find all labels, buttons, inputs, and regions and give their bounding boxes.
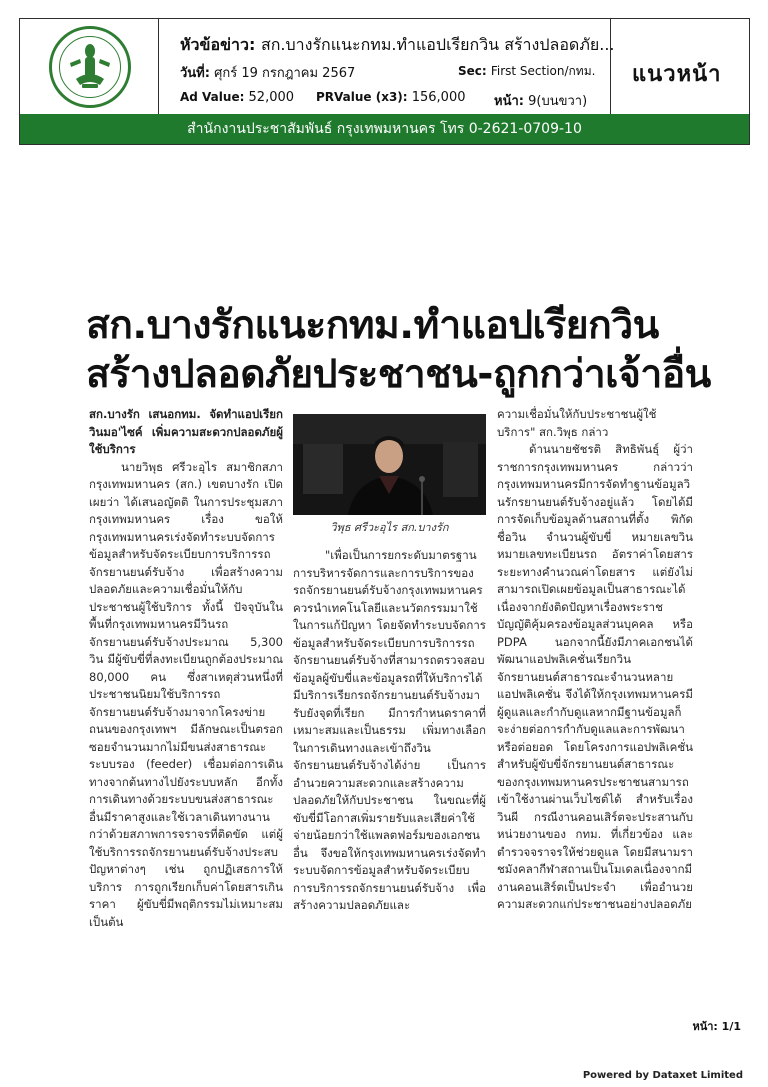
article-photo: [293, 414, 486, 515]
newspaper-name: แนวหน้า: [632, 62, 722, 87]
ad-value-label: Ad Value:: [180, 90, 245, 104]
date-row: [180, 62, 355, 83]
article-col2-body: "เพื่อเป็นการยกระดับมาตรฐานการบริหารจัดการและการบริการของรถจักรยานยนต์รับจ้างกรุงเทพมหานครควรนำเทคโนโลยีและนวัตกรรมมาใช้ในการแก้ปัญหา โดยจัดทำระบบจัดการข้อมูลสำหรับจัดระเบียบการบริการรถจักรยานยนต์รับจ้างที่สามารถตรวจสอบข้อมูลผู้ขับขี่และข้อมูลรถที่ให้บริการได้ มีบริการเรียกรถจักรยานยนต์รับจ้างมารับยังจุดที่เรียก มีการกำหนดราคาที่เหมาะสมและเป็นธรรม เพิ่มทางเลือกในการเดินทางและเข้าถึงวินจักรยานยนต์รับจ้างได้ง่าย เป็นการอำนวยความสะดวกและสร้างความปลอดภัยให้กับประชาชน ในขณะที่ผู้ขับขี่มีโอกาสเพิ่มรายรับและเสียค่าใช้จ่ายน้อยกว่าใช้แพลตฟอร์มของเอกชนอื่น จึงขอให้กรุงเทพมหานครเร่งจัดทำระบบจัดการข้อมูลสำหรับจัดระเบียบการบริการรถจักรยานยนต์รับจ้าง เพื่อสร้างความปลอดภัยและ: [293, 548, 486, 912]
clipping-meta: [158, 19, 628, 115]
pr-value: 156,000: [411, 90, 466, 105]
article-column-1: [89, 406, 283, 931]
sec-row: [458, 62, 595, 81]
sec-label: Sec:: [458, 64, 487, 78]
article-col3-top: ความเชื่อมั่นให้กับประชาชนผู้ใช้บริการ" สก.วิพุธ กล่าว: [497, 407, 657, 439]
article-col3-body: ด้านนายชัชรติ สิทธิพันธุ์ ผู้ว่าราชการกรุงเทพมหานคร กล่าวว่า กรุงเทพมหานครมีการจัดทำฐานข้อมูลวินรักรยานยนต์รับจ้างอยู่แล้ว โดยได้มีการจัดเก็บข้อมูลด้านสถานที่ตั้ง พิกัด ชื่อวิน จำนวนผู้ขับขี่ หมายเลขวิน หมายเลขทะเบียนรถ อัตราค่าโดยสาร ระยะทางคำนวณค่าโดยสาร แต่ยังไม่สามารถเปิดเผยข้อมูลเป็นสาธารณะได้ เนื่องจากยังติดปัญหาเรื่องพระราชบัญญัติคุ้มครองข้อมูลส่วนบุคคล หรือ PDPA นอกจากนี้ยังมีภาคเอกชนได้พัฒนาแอปพลิเคชั่นเรียกวินจักรยานยนต์สาธารณะจำนวนหลายแอปพลิเคชั่น จึงได้ให้กรุงเทพมหานครมีผู้ดูแลและกำกับดูแลหากมีฐานข้อมูลก็จะง่ายต่อการกำกับดูแลและการพัฒนาหรือต่อยอด โดยโครงการแอปพลิเคชั่นสำหรับผู้ขับขี่จักรยานยนต์สาธารณะของกรุงเทพมหานครประชาชนสามารถเข้าใช้งานผ่านเว็บไซต์ได้ สำหรับเรื่องวินผี กรณีงานคอนเสิร์ตจะประสานกับหน่วยงานของ กทม. ที่เกี่ยวข้อง และตำรวจจราจรให้ช่วยดูแล โดยมีสนามราชมังคลากีฬาสถานเป็นโมเดลเนื่องจากมีงานคอนเสิร์ตเป็นประจำ เพื่ออำนวยความสะดวกแก่ประชาชนอย่างปลอดภัย: [497, 442, 693, 911]
date-value: ศุกร์ 19 กรกฎาคม 2567: [214, 66, 356, 81]
article-title-line1: สก.บางรักแนะกทม.ทำแอปเรียกวิน: [86, 303, 659, 348]
seal-figure-icon: [52, 29, 128, 105]
page-indicator: หน้า: 1/1: [692, 1020, 741, 1033]
ad-value-row: [180, 90, 294, 105]
headline-label: หัวข้อข่าว:: [180, 35, 256, 54]
speaker-photo: [293, 414, 486, 515]
article-lede: สก.บางรัก เสนอกทม. จัดทำแอปเรียกวินมอ'ไซค์ เพิ่มความสะดวกปลอดภัยผู้ใช้บริการ: [89, 407, 283, 456]
pr-value-row: [316, 90, 466, 105]
pr-value-label: PRValue (x3):: [316, 90, 408, 104]
sec-value: First Section/กทม.: [490, 64, 596, 78]
photo-caption: วิพุธ ศรีวะอุไร สก.บางรัก: [330, 521, 449, 534]
logo-area: [20, 19, 159, 115]
article-col1-body: นายวิพุธ ศรีวะอุไร สมาชิกสภากรุงเทพมหานคร (สก.) เขตบางรัก เปิดเผยว่า ได้เสนอญัตติ ในการประชุมสภากรุงเทพมหานคร เรื่อง ขอให้กรุงเทพมหานครเร่งจัดทำระบบจัดการข้อมูลสำหรับจัดระเบียบการบริการรถจักรยานยนต์รับจ้าง เพื่อสร้างความปลอดภัยและความเชื่อมั่นให้กับประชาชนผู้ใช้บริการ ทั้งนี้ ปัจจุบันในพื้นที่กรุงเทพมหานครมีวินรถจักรยานยนต์รับจ้างประมาณ 5,300 วิน มีผู้ขับขี่ที่ลงทะเบียนถูกต้องประมาณ 80,000 คน ซึ่งสาเหตุส่วนหนึ่งที่ประชาชนนิยมใช้บริการรถจักรยานยนต์รับจ้างมาจากโครงข่ายถนนของกรุงเทพฯ มีลักษณะเป็นตรอก ซอยจำนวนมากไม่มีขนส่งสาธารณะระบบรอง (feeder) เชื่อมต่อการเดินทางจากต้นทางไปยังระบบหลัก อีกทั้งการเดินทางด้วยระบบขนส่งสาธารณะอื่นมีราคาสูงและใช้เวลาเดินทางนานกว่าด้วยสภาพการจราจรที่ติดขัด แต่ผู้ใช้บริการรถจักรยานยนต์รับจ้างประสบปัญหาต่างๆ เช่น ถูกปฏิเสธการให้บริการ การถูกเรียกเก็บค่าโดยสารเกินราคา ผู้ขับขี่มีพฤติกรรมไม่เหมาะสม เป็นต้น: [89, 459, 283, 929]
page-row: [494, 90, 587, 111]
ad-value: 52,000: [248, 90, 295, 105]
article-column-2: [293, 547, 486, 915]
article-column-3: [497, 406, 693, 914]
page-label: หน้า:: [494, 94, 524, 109]
powered-by: Powered by Dataxet Limited: [582, 1070, 743, 1081]
office-bar: สำนักงานประชาสัมพันธ์ กรุงเทพมหานคร โทร 0-2621-0709-10: [20, 114, 749, 144]
section-area: [610, 19, 752, 115]
article-title-line2: สร้างปลอดภัยประชาชน-ถูกกว่าเจ้าอื่น: [86, 352, 711, 397]
headline-row: [180, 33, 615, 58]
page-value: 9(บนขวา): [528, 94, 588, 109]
date-label: วันที่:: [180, 66, 210, 81]
bma-seal-logo: [49, 26, 131, 108]
clipping-header: [19, 18, 750, 145]
headline-text: สก.บางรักแนะกทม.ทำแอปเรียกวิน สร้างปลอดภัย...: [260, 35, 615, 54]
